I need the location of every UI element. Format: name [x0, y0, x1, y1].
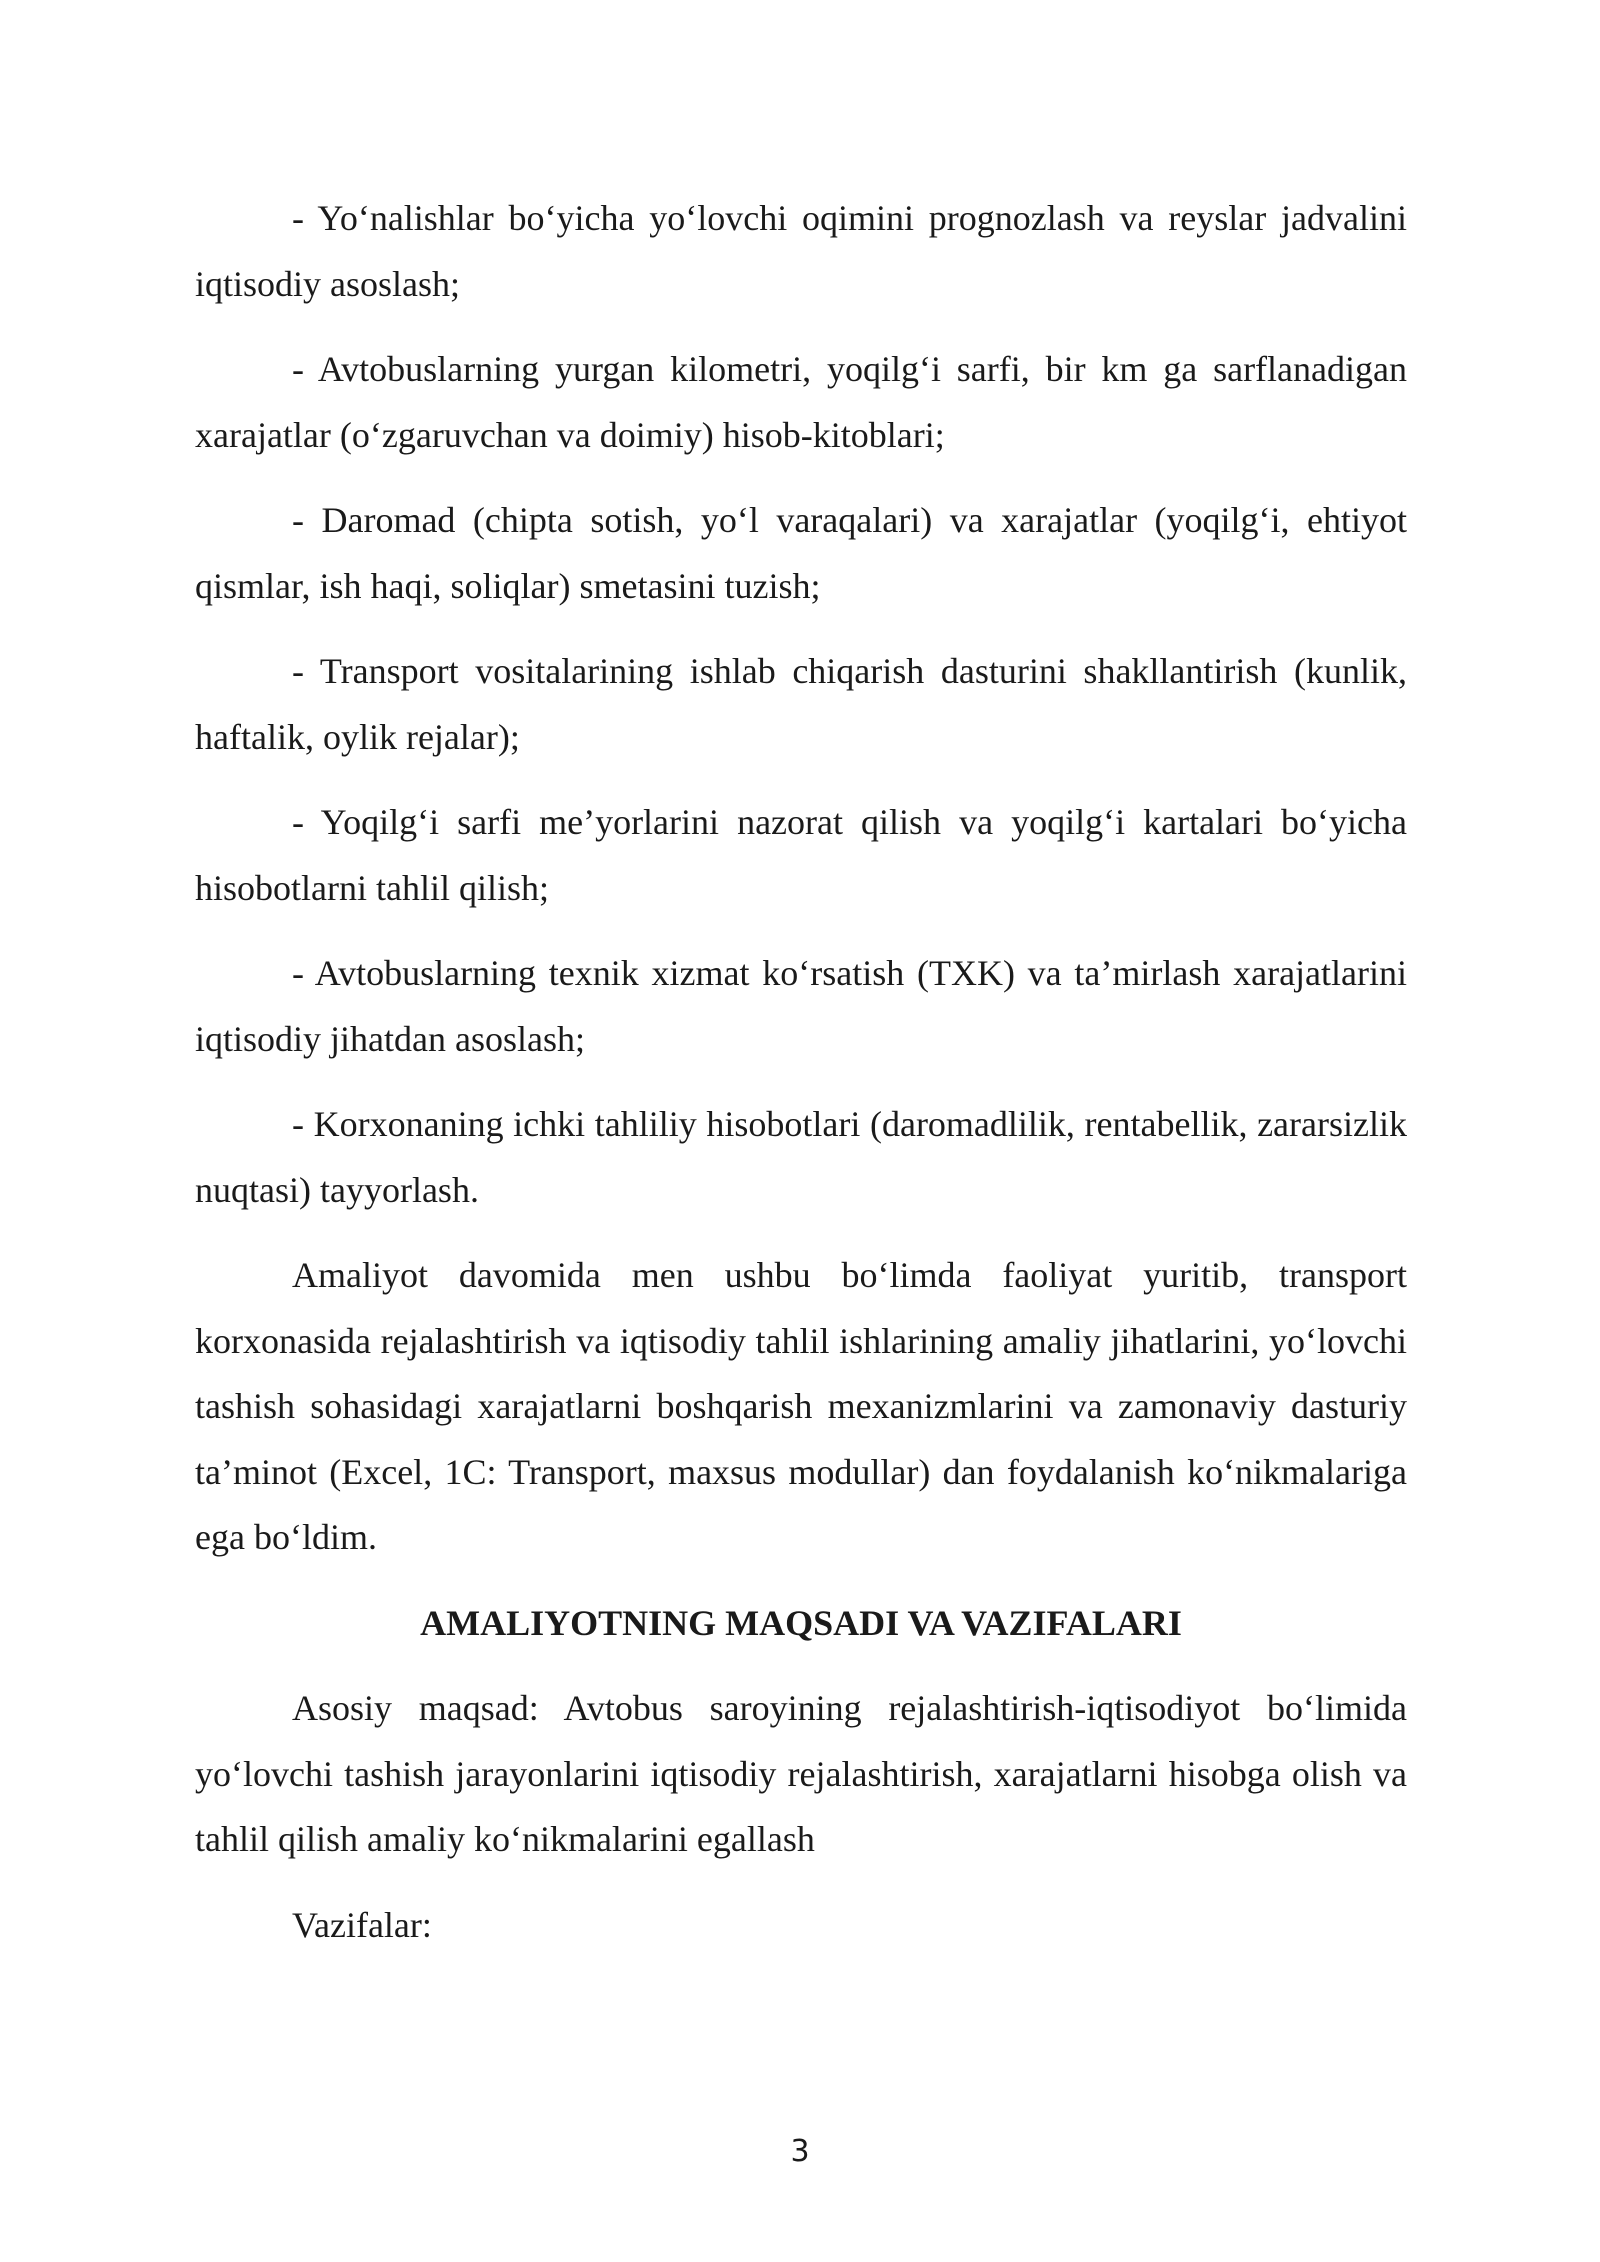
bullet-paragraph: - Transport vositalarining ishlab chiqarish dasturini shakllantirish (kunlik, haftalik, oylik rejalar); [195, 651, 1407, 757]
page-body [195, 186, 1407, 1978]
bullet-paragraph: - Yoqilg‘i sarfi me’yorlarini nazorat qilish va yoqilg‘i kartalari bo‘yicha hisobotlarni tahlil qilish; [195, 802, 1407, 908]
page-number: 3 [790, 2134, 810, 2169]
summary-paragraph: Amaliyot davomida men ushbu bo‘limda faoliyat yuritib, transport korxonasida rejalashtirish va iqtisodiy tahlil ishlarining amaliy jihatlarini, yo‘lovchi tashish sohasidagi xarajatlarni boshqarish mexanizmlarini va zamonaviy dasturiy ta’minot (Excel, 1C: Transport, maxsus modullar) dan foydalanish ko‘nikmalariga ega bo‘ldim. [195, 1255, 1407, 1557]
bullet-paragraph: - Avtobuslarning yurgan kilometri, yoqilg‘i sarfi, bir km ga sarflanadigan xarajatlar (o‘zgaruvchan va doimiy) hisob-kitoblari; [195, 349, 1407, 455]
section-heading: AMALIYOTNING MAQSADI VA VAZIFALARI [420, 1602, 1182, 1643]
bullet-paragraph: - Daromad (chipta sotish, yo‘l varaqalari) va xarajatlar (yoqilg‘i, ehtiyot qismlar, ish haqi, soliqlar) smetasini tuzish; [195, 500, 1407, 606]
bullet-paragraph: - Avtobuslarning texnik xizmat ko‘rsatish (TXK) va ta’mirlash xarajatlarini iqtisodiy jihatdan asoslash; [195, 953, 1407, 1059]
bullet-paragraph: - Yo‘nalishlar bo‘yicha yo‘lovchi oqimini prognozlash va reyslar jadvalini iqtisodiy asoslash; [195, 198, 1407, 304]
goal-paragraph: Asosiy maqsad: Avtobus saroyining rejalashtirish-iqtisodiyot bo‘limida yo‘lovchi tashish jarayonlarini iqtisodiy rejalashtirish, xarajatlarni hisobga olish va tahlil qilish amaliy ko‘nikmalarini egallash [195, 1688, 1407, 1859]
bullet-paragraph: - Korxonaning ichki tahliliy hisobotlari (daromadlilik, rentabellik, zararsizlik nuqtasi) tayyorlash. [195, 1104, 1407, 1210]
tasks-label: Vazifalar: [292, 1904, 432, 1945]
